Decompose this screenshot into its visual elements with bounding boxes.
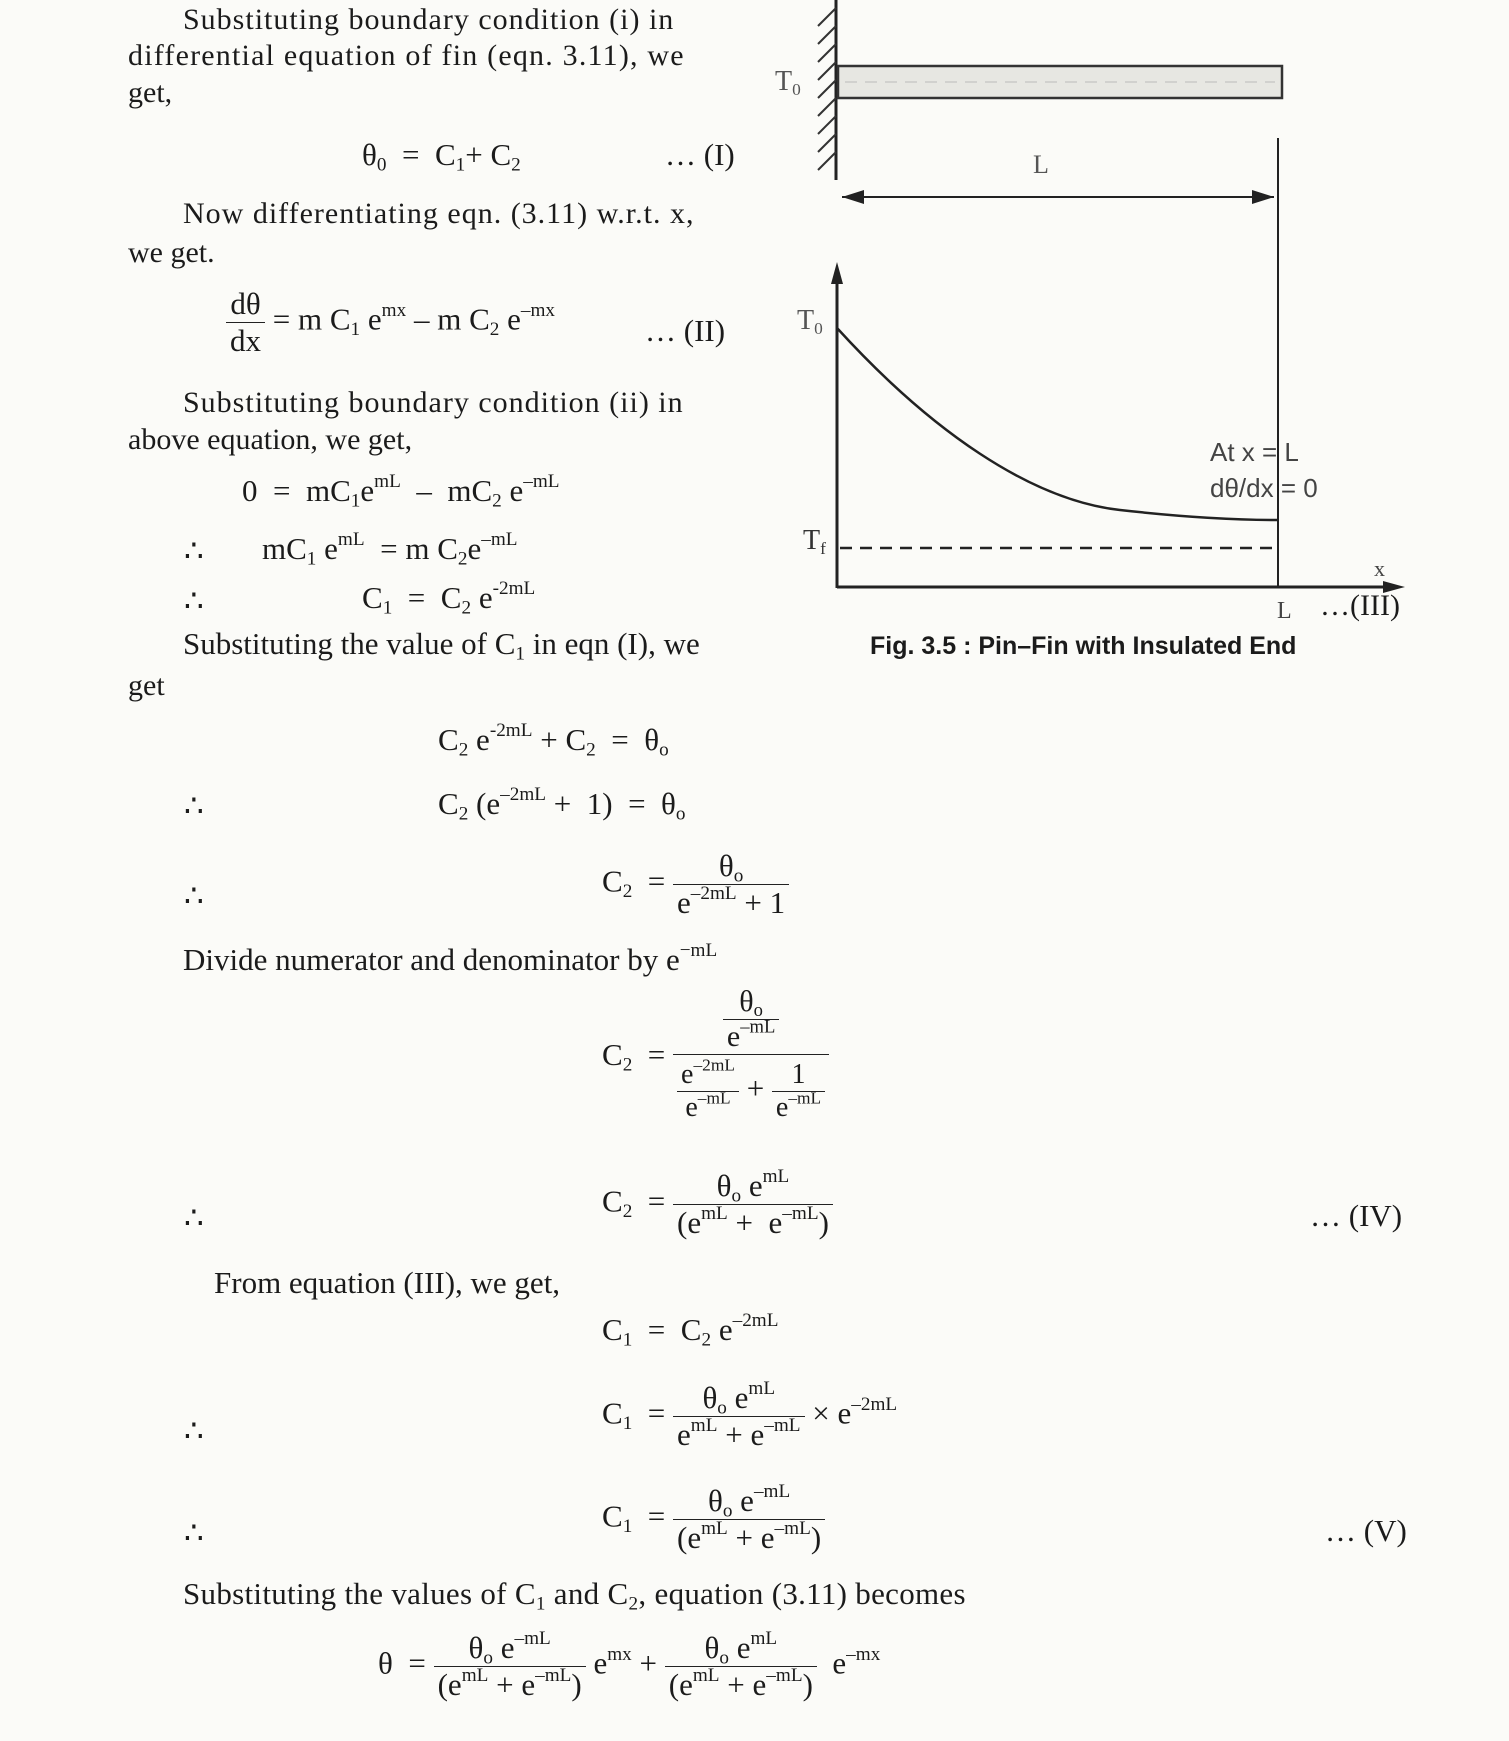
paragraph-divide: Divide numerator and denominator by $e^{-mL}$: [183, 940, 718, 977]
equation-label-II: … (II): [645, 313, 726, 348]
paragraph-bc2-line1: Substituting boundary condition (ii) in: [183, 386, 684, 419]
equation-bc2-rearranged: $mC_1$ $e^{mL} = m$ $C_2e^{-mL}$: [262, 529, 518, 570]
equation-c2-divided: $C_2$ = $\frac{\theta_o}{e^{-mL}}$ $\frac{e^{-2mL}}{e^{-mL}}$ + $\frac{1}{e^{-mL}}$: [602, 985, 829, 1124]
therefore-symbol: ∴: [184, 1515, 204, 1550]
label-boundary-condition-line2: dθ/dx = 0: [1210, 473, 1318, 503]
label-T0-axis: $T_0$: [797, 305, 823, 338]
figure-caption: Fig. 3.5 : Pin–Fin with Insulated End: [870, 632, 1297, 660]
paragraph-from-III: From equation (III), we get,: [214, 1265, 561, 1300]
paragraph-differentiating-line2: we get.: [128, 236, 215, 269]
equation-label-III: …(III): [1320, 589, 1400, 622]
label-Tf: $T_f$: [803, 525, 826, 558]
equation-c2-fraction: $C_2$ = $\frac{\theta_o}{e^{-2mL} + 1}$: [602, 848, 789, 921]
label-L-axis: L: [1277, 598, 1292, 624]
therefore-symbol: ∴: [184, 583, 204, 618]
label-x-axis: x: [1374, 556, 1385, 581]
equation-c2-factored: $C_2$ $(e^{-2mL} + 1) = \theta_o$: [438, 784, 686, 825]
equation-label-V: … (V): [1325, 1513, 1407, 1548]
equation-theta-final: θ = $\frac{\theta_o e^{-mL}}{(e^{mL} + e^{-mL})}$ $e^{mx}$ + $\frac{\theta_o e^{mL}}{(e^{mL} + e^{-mL})}$ $e^{-mx}$: [378, 1628, 881, 1702]
paragraph-sub-c1: Substituting the value of $C_1$ in eqn (I), we: [183, 626, 700, 665]
equation-label-I: … (I): [665, 137, 735, 172]
label-T0-top: $T_0$: [775, 66, 801, 99]
paragraph-intro-line2: differential equation of fin (eqn. 3.11), we: [128, 39, 685, 72]
equation-c1-product: $C_1$ = $\frac{\theta_o e^{mL}}{e^{mL} + e^{-mL}}$ × $e^{-2mL}$: [602, 1378, 898, 1452]
wall-hatching: [818, 8, 836, 170]
equation-III-c1: $C_1 = C_2$ $e^{-2mL}$: [362, 578, 536, 619]
equation-IV: $C_2$ = $\frac{\theta_o e^{mL}}{(e^{mL} + e^{-mL})}$: [602, 1168, 833, 1241]
label-boundary-condition-line1: At x = L: [1210, 437, 1299, 467]
paragraph-intro-line1: Substituting boundary condition (i) in: [183, 3, 675, 36]
equation-c2-sum: $C_2$ $e^{-2mL} + C_2 = \theta_o$: [438, 720, 669, 761]
therefore-symbol: ∴: [184, 1200, 204, 1235]
equation-V: $C_1$ = $\frac{\theta_o e^{-mL}}{(e^{mL} + e^{-mL})}$: [602, 1483, 825, 1556]
paragraph-final: Substituting the values of $C_1$ and $C_2$, equation (3.11) becomes: [183, 1576, 966, 1615]
paragraph-intro-line3: get,: [128, 76, 173, 109]
equation-II: $\frac{d\theta}{dx}$ = m $C_1$ $e^{mx}$ – m $C_2$ $e^{-mx}$: [226, 286, 555, 359]
therefore-symbol: ∴: [184, 1413, 204, 1448]
therefore-symbol: ∴: [184, 878, 204, 913]
paragraph-differentiating-line1: Now differentiating eqn. (3.11) w.r.t. x,: [183, 197, 695, 230]
equation-bc2-zero: $0 = mC_1e^{mL} - mC_2$ $e^{-mL}$: [242, 471, 560, 512]
equation-label-IV: … (IV): [1310, 1198, 1403, 1233]
label-length: L: [1033, 150, 1049, 179]
paragraph-get: get: [128, 669, 165, 702]
therefore-symbol: ∴: [184, 533, 204, 568]
equation-c1-from-III: $C_1 = C_2$ $e^{-2mL}$: [602, 1310, 779, 1351]
paragraph-bc2-line2: above equation, we get,: [128, 423, 413, 456]
equation-I: $\theta_0 = C_1+ C_2$: [362, 137, 521, 176]
therefore-symbol: ∴: [184, 788, 204, 823]
figure-pin-fin: [0, 0, 1509, 700]
